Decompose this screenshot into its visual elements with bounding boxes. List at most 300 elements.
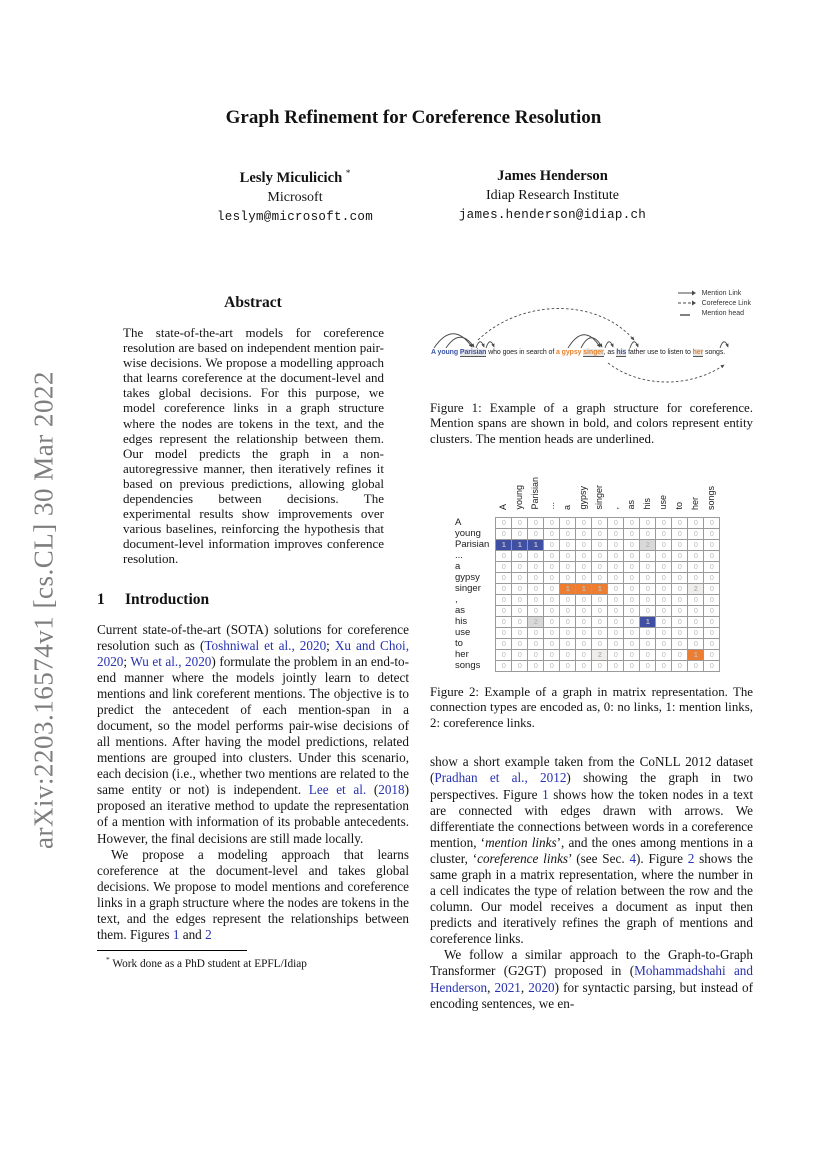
matrix-cell: 0 [704, 638, 720, 649]
matrix-cell: 0 [656, 605, 672, 616]
matrix-cell: 0 [640, 561, 656, 572]
matrix-col-header-label: gypsy [578, 486, 589, 510]
author-affiliation: Idiap Research Institute [486, 188, 619, 203]
matrix-cell: 0 [560, 616, 576, 627]
matrix-row-header: ... [455, 550, 463, 562]
matrix-cell: 0 [672, 638, 688, 649]
matrix-cell: 0 [624, 616, 640, 627]
legend-item-mention-link [676, 288, 751, 298]
matrix-col-header [512, 471, 528, 517]
matrix-corner [455, 471, 496, 517]
matrix-row [455, 528, 720, 539]
matrix-col-header [576, 471, 592, 517]
matrix-cell: 0 [688, 550, 704, 561]
section-heading-introduction [97, 591, 409, 609]
self-loop-arc [630, 342, 638, 348]
matrix-cell: 0 [656, 550, 672, 561]
coref-matrix-table [455, 471, 720, 672]
text-segment: coreference links [477, 850, 569, 866]
matrix-cell: 0 [672, 528, 688, 539]
matrix-cell: 1 [512, 539, 528, 550]
matrix-cell: 0 [576, 616, 592, 627]
matrix-cell: 0 [496, 572, 512, 583]
matrix-cell: 0 [544, 616, 560, 627]
matrix-cell: 0 [688, 638, 704, 649]
matrix-cell: 0 [624, 605, 640, 616]
matrix-cell: 0 [704, 594, 720, 605]
text-segment: father use to listen to [626, 349, 693, 356]
citation-link[interactable]: 2021 [494, 979, 521, 995]
matrix-cell: 0 [560, 649, 576, 660]
text-segment: A young [431, 349, 460, 356]
legend-label: Coreferece Link [701, 299, 751, 307]
matrix-cell: 0 [672, 649, 688, 660]
matrix-cell: 0 [640, 649, 656, 660]
author-name [415, 168, 690, 185]
matrix-cell: 0 [512, 561, 528, 572]
matrix-cell: 0 [688, 561, 704, 572]
matrix-row [455, 561, 720, 572]
citation-link[interactable]: 2 [687, 850, 695, 866]
matrix-row [455, 594, 720, 605]
matrix-cell: 0 [688, 594, 704, 605]
matrix-cell: 0 [688, 660, 704, 671]
matrix-col-header [560, 471, 576, 517]
matrix-cell: 0 [512, 550, 528, 561]
matrix-cell: 0 [512, 638, 528, 649]
citation-link[interactable]: Toshniwal et al., 2020 [204, 637, 327, 653]
matrix-cell: 0 [576, 605, 592, 616]
text-segment: ; [326, 637, 335, 653]
footnote-marker: * [106, 955, 110, 965]
matrix-col-header [608, 471, 624, 517]
matrix-cell: 0 [608, 605, 624, 616]
text-segment: her [692, 349, 704, 356]
matrix-cell: 0 [528, 572, 544, 583]
matrix-cell: 0 [624, 594, 640, 605]
text-segment: ) proposed an iterative method to update the representation of a mention with information of its probable antecedents. However, the final decisions are still made locally. [97, 782, 409, 846]
footnote-text [97, 955, 409, 970]
matrix-cell: 0 [496, 550, 512, 561]
matrix-cell: 0 [544, 539, 560, 550]
matrix-cell: 0 [592, 517, 608, 528]
matrix-col-header [544, 471, 560, 517]
matrix-cell: 0 [576, 638, 592, 649]
matrix-cell: 0 [528, 517, 544, 528]
matrix-cell: 0 [688, 517, 704, 528]
matrix-cell: 0 [576, 627, 592, 638]
left-column [97, 286, 409, 970]
matrix-cell: 1 [576, 583, 592, 594]
mention-arc [434, 334, 472, 348]
matrix-cell: 0 [608, 627, 624, 638]
matrix-cell: 0 [640, 583, 656, 594]
matrix-col-header [592, 471, 608, 517]
text-segment: ; [123, 653, 131, 669]
matrix-cell: 0 [512, 572, 528, 583]
matrix-cell: 0 [560, 627, 576, 638]
matrix-col-header-label: , [610, 507, 621, 510]
text-segment: and [179, 926, 206, 942]
matrix-cell: 0 [560, 660, 576, 671]
matrix-cell: 0 [672, 660, 688, 671]
matrix-cell: 0 [576, 561, 592, 572]
matrix-cell: 0 [672, 561, 688, 572]
matrix-cell: 0 [624, 561, 640, 572]
matrix-row-header: , [455, 594, 458, 606]
matrix-cell: 2 [688, 583, 704, 594]
matrix-cell: 0 [704, 517, 720, 528]
dashed-arrow-icon [676, 299, 698, 307]
matrix-cell: 0 [528, 561, 544, 572]
matrix-cell: 0 [576, 550, 592, 561]
figure1-graph [430, 288, 753, 388]
matrix-cell: 0 [656, 594, 672, 605]
matrix-cell: 0 [528, 528, 544, 539]
matrix-cell: 0 [544, 550, 560, 561]
matrix-cell: 0 [528, 627, 544, 638]
underline-icon [676, 309, 698, 317]
matrix-cell: 0 [704, 660, 720, 671]
matrix-cell: 0 [672, 583, 688, 594]
matrix-cell: 0 [592, 550, 608, 561]
body-paragraph-2 [430, 947, 753, 1011]
matrix-cell: 0 [640, 517, 656, 528]
matrix-cell: 0 [528, 660, 544, 671]
matrix-cell: 0 [672, 539, 688, 550]
matrix-cell: 0 [624, 550, 640, 561]
matrix-cell: 0 [560, 605, 576, 616]
matrix-cell: 0 [656, 638, 672, 649]
citation-link[interactable]: 1 [172, 926, 180, 942]
matrix-cell: 0 [704, 528, 720, 539]
matrix-cell: 0 [624, 649, 640, 660]
matrix-cell: 0 [704, 649, 720, 660]
matrix-row-header: her [455, 649, 469, 661]
matrix-cell: 0 [656, 572, 672, 583]
matrix-cell: 0 [624, 583, 640, 594]
matrix-cell: 0 [624, 572, 640, 583]
matrix-cell: 0 [496, 638, 512, 649]
citation-link[interactable]: Mohammadshahi and Henderson [430, 963, 753, 995]
matrix-cell: 0 [496, 528, 512, 539]
matrix-cell: 0 [560, 561, 576, 572]
matrix-row [455, 583, 720, 594]
matrix-cell: 0 [592, 528, 608, 539]
matrix-col-header [656, 471, 672, 517]
matrix-col-header-label: ... [546, 502, 557, 510]
text-segment: , [520, 979, 529, 995]
citation-link[interactable]: 2020 [528, 979, 555, 995]
matrix-cell: 0 [656, 649, 672, 660]
matrix-row [455, 539, 720, 550]
text-segment: his [616, 349, 627, 356]
coreference-arcs-svg [430, 361, 753, 387]
matrix-cell: 0 [496, 660, 512, 671]
matrix-cell: 0 [592, 572, 608, 583]
matrix-cell: 0 [704, 550, 720, 561]
text-segment: ’, and the ones among mentions in a cluster, ‘ [430, 834, 753, 866]
matrix-cell: 0 [544, 528, 560, 539]
matrix-cell: 0 [496, 649, 512, 660]
matrix-cell: 0 [544, 561, 560, 572]
matrix-cell: 0 [656, 561, 672, 572]
body-paragraph-1 [430, 754, 753, 947]
matrix-cell: 0 [704, 572, 720, 583]
matrix-cell: 0 [576, 660, 592, 671]
matrix-cell: 0 [560, 539, 576, 550]
matrix-cell: 0 [544, 660, 560, 671]
matrix-col-header-label: a [562, 504, 573, 510]
matrix-cell: 0 [640, 627, 656, 638]
matrix-cell: 0 [704, 605, 720, 616]
matrix-col-header [688, 471, 704, 517]
matrix-cell: 2 [528, 616, 544, 627]
matrix-cell: 0 [608, 539, 624, 550]
text-segment: , as [603, 349, 617, 356]
text-segment: singer [583, 349, 604, 356]
matrix-cell: 0 [624, 517, 640, 528]
matrix-cell: 0 [672, 627, 688, 638]
matrix-cell: 0 [608, 649, 624, 660]
matrix-cell: 0 [560, 528, 576, 539]
coreference-arc [608, 363, 724, 382]
matrix-cell: 1 [688, 649, 704, 660]
matrix-cell: 0 [496, 627, 512, 638]
matrix-cell: 0 [608, 594, 624, 605]
footnote-body: Work done as a PhD student at EPFL/Idiap [112, 957, 307, 970]
matrix-cell: 0 [704, 583, 720, 594]
matrix-cell: 0 [688, 572, 704, 583]
matrix-cell: 0 [576, 594, 592, 605]
matrix-cell: 0 [560, 550, 576, 561]
author-name [150, 168, 440, 187]
matrix-cell: 0 [544, 605, 560, 616]
figure1-sentence [431, 349, 725, 356]
matrix-cell: 0 [608, 616, 624, 627]
text-segment: show a short example taken from the CoNLL 2012 dataset ( [430, 754, 753, 786]
text-segment: Parisian [459, 349, 487, 356]
matrix-cell: 0 [512, 605, 528, 616]
text-segment: ). Figure [636, 850, 688, 866]
mention-arc [446, 337, 474, 348]
citation-link[interactable]: 1 [542, 786, 549, 802]
matrix-cell: 0 [608, 660, 624, 671]
matrix-cell: 1 [560, 583, 576, 594]
matrix-cell: 0 [640, 572, 656, 583]
matrix-cell: 0 [512, 660, 528, 671]
citation-link[interactable]: Xu and Choi, 2020 [97, 637, 409, 669]
matrix-cell: 0 [576, 539, 592, 550]
matrix-cell: 0 [624, 627, 640, 638]
matrix-col-header [672, 471, 688, 517]
matrix-row-header: Parisian [455, 539, 490, 551]
author-block-2 [415, 168, 690, 222]
matrix-cell: 0 [608, 638, 624, 649]
matrix-row [455, 638, 720, 649]
matrix-cell: 0 [528, 638, 544, 649]
mention-arc [581, 338, 602, 348]
matrix-cell: 0 [576, 528, 592, 539]
matrix-row-header: songs [455, 660, 481, 672]
matrix-cell: 0 [672, 517, 688, 528]
matrix-cell: 0 [576, 517, 592, 528]
matrix-cell: 0 [608, 550, 624, 561]
matrix-cell: 0 [592, 627, 608, 638]
text-segment: songs. [703, 349, 726, 356]
matrix-cell: 0 [624, 539, 640, 550]
matrix-cell: 0 [704, 616, 720, 627]
matrix-cell: 2 [592, 649, 608, 660]
text-segment: We propose a modeling approach that learns coreference at the document-level and takes global decisions. We propose to model mentions and coreference links in a graph structure where the nodes are tokens in the text, and the edges represent the relationships between them. Figures [97, 846, 409, 942]
text-segment: a gypsy [556, 349, 584, 356]
matrix-row [455, 605, 720, 616]
matrix-col-header-label: songs [706, 485, 717, 510]
matrix-row-header: use [455, 627, 471, 639]
matrix-col-header-label: Parisian [530, 477, 541, 510]
author-email[interactable]: james.henderson@idiap.ch [458, 208, 647, 222]
legend-item-mention-head [676, 308, 751, 318]
matrix-col-header-label: to [674, 502, 685, 510]
matrix-cell: 0 [544, 583, 560, 594]
matrix-col-header-label: singer [594, 485, 605, 510]
self-loop-arc [476, 342, 484, 348]
matrix-cell: 0 [560, 572, 576, 583]
matrix-cell: 0 [512, 583, 528, 594]
footnote [97, 950, 409, 970]
matrix-row-header: a [455, 561, 461, 573]
matrix-cell: 0 [496, 594, 512, 605]
matrix-cell: 0 [640, 594, 656, 605]
matrix-cell: 0 [528, 583, 544, 594]
arxiv-sidebar-label: arXiv:2203.16574v1 [cs.CL] 30 Mar 2022 [28, 371, 59, 849]
matrix-row-header: to [455, 638, 463, 650]
matrix-cell: 0 [672, 550, 688, 561]
matrix-cell: 0 [592, 594, 608, 605]
matrix-cell: 0 [512, 594, 528, 605]
matrix-cell: 0 [528, 594, 544, 605]
matrix-cell: 0 [640, 550, 656, 561]
matrix-row-header: as [455, 605, 466, 617]
matrix-cell: 0 [496, 616, 512, 627]
matrix-cell: 0 [560, 638, 576, 649]
matrix-cell: 0 [496, 583, 512, 594]
matrix-cell: 0 [592, 539, 608, 550]
author-block-1 [150, 168, 440, 224]
citation-link[interactable]: 2018 [378, 782, 405, 798]
matrix-cell: 0 [608, 517, 624, 528]
matrix-row [455, 627, 720, 638]
matrix-cell: 0 [512, 627, 528, 638]
citation-link[interactable]: 2 [205, 926, 212, 942]
abstract-heading: Abstract [224, 294, 282, 311]
matrix-cell: 0 [672, 616, 688, 627]
matrix-cell: 0 [544, 649, 560, 660]
matrix-cell: 0 [688, 605, 704, 616]
text-segment: ( [366, 782, 379, 798]
citation-link[interactable]: 4 [629, 850, 637, 866]
matrix-cell: 0 [496, 561, 512, 572]
matrix-cell: 0 [656, 539, 672, 550]
matrix-col-header [624, 471, 640, 517]
matrix-cell: 0 [640, 528, 656, 539]
author-affiliation: Microsoft [267, 189, 323, 205]
matrix-col-header [528, 471, 544, 517]
intro-paragraph-1 [97, 622, 409, 847]
matrix-cell: 0 [528, 605, 544, 616]
matrix-cell: 0 [544, 594, 560, 605]
author-email[interactable]: leslym@microsoft.com [216, 209, 374, 224]
matrix-cell: 0 [528, 649, 544, 660]
matrix-cell: 0 [656, 583, 672, 594]
matrix-cell: 0 [576, 649, 592, 660]
matrix-cell: 0 [592, 605, 608, 616]
matrix-cell: 0 [592, 638, 608, 649]
solid-arrow-icon [676, 289, 698, 297]
matrix-cell: 0 [528, 550, 544, 561]
self-loop-arc [486, 342, 494, 348]
matrix-row-header: young [455, 528, 481, 540]
matrix-cell: 0 [608, 528, 624, 539]
intro-paragraph-2 [97, 847, 409, 943]
matrix-cell: 0 [704, 627, 720, 638]
matrix-col-header [640, 471, 656, 517]
matrix-col-header-label: young [514, 485, 525, 510]
text-segment: ) for syntactic parsing, but instead of encoding sentences, we en- [430, 979, 754, 1011]
text-segment: mention links [485, 834, 557, 850]
abstract-text: The state-of-the-art models for coreference resolution are based on independent mention pair-wise decisions. We propose a modelling approach that learns coreference at the document-level and takes global decisions. For this purpose, we model coreference links in a graph structure where the nodes are tokens in the text, and the edges represent the relationship between them. Our model predicts the graph in a non-autoregressive manner, then iteratively refines it based on previous predictions, allowing global dependencies between decisions. The experimental results show improvements over various baselines, reinforcing the hypothesis that document-level information improves conference resolution. [123, 325, 384, 567]
matrix-cell: 0 [672, 594, 688, 605]
matrix-cell: 0 [656, 616, 672, 627]
legend-label: Mention head [701, 309, 744, 317]
footnote-rule [97, 950, 247, 951]
matrix-col-header-label: his [642, 498, 653, 510]
matrix-col-header-label: as [626, 500, 637, 510]
author-name-text: Lesly Miculicich [239, 169, 343, 186]
matrix-cell: 0 [512, 616, 528, 627]
figure1-caption: Figure 1: Example of a graph structure for coreference. Mention spans are shown in bold, and colors represent entity clusters. The mention heads are underlined. [430, 401, 753, 446]
matrix-cell: 0 [576, 572, 592, 583]
matrix-cell: 1 [640, 616, 656, 627]
matrix-cell: 0 [592, 561, 608, 572]
matrix-cell: 0 [608, 561, 624, 572]
matrix-cell: 0 [544, 627, 560, 638]
matrix-cell: 0 [608, 572, 624, 583]
matrix-row [455, 616, 720, 627]
citation-link[interactable]: Lee et al. [308, 782, 367, 798]
matrix-cell: 0 [640, 660, 656, 671]
matrix-row [455, 572, 720, 583]
matrix-col-header [496, 471, 512, 517]
matrix-col-header-label: use [658, 495, 669, 510]
matrix-row [455, 660, 720, 671]
matrix-cell: 0 [544, 517, 560, 528]
matrix-cell: 0 [608, 583, 624, 594]
matrix-cell: 0 [688, 528, 704, 539]
matrix-cell: 0 [544, 572, 560, 583]
matrix-cell: 0 [656, 660, 672, 671]
legend-item-coreference-link [676, 298, 751, 308]
matrix-cell: 0 [512, 517, 528, 528]
matrix-cell: 0 [496, 517, 512, 528]
text-segment: shows how the token nodes in a text are connected with edges drawn with arrows. We differentiate the connections between words in a coreference mention, ‘ [430, 786, 754, 850]
citation-link[interactable]: Pradhan et al., 2012 [434, 770, 567, 786]
matrix-cell: 0 [640, 605, 656, 616]
matrix-cell: 0 [688, 616, 704, 627]
matrix-col-header-label: A [498, 503, 509, 510]
self-loop-arc [605, 342, 613, 348]
citation-link[interactable]: Wu et al., 2020 [130, 653, 212, 669]
